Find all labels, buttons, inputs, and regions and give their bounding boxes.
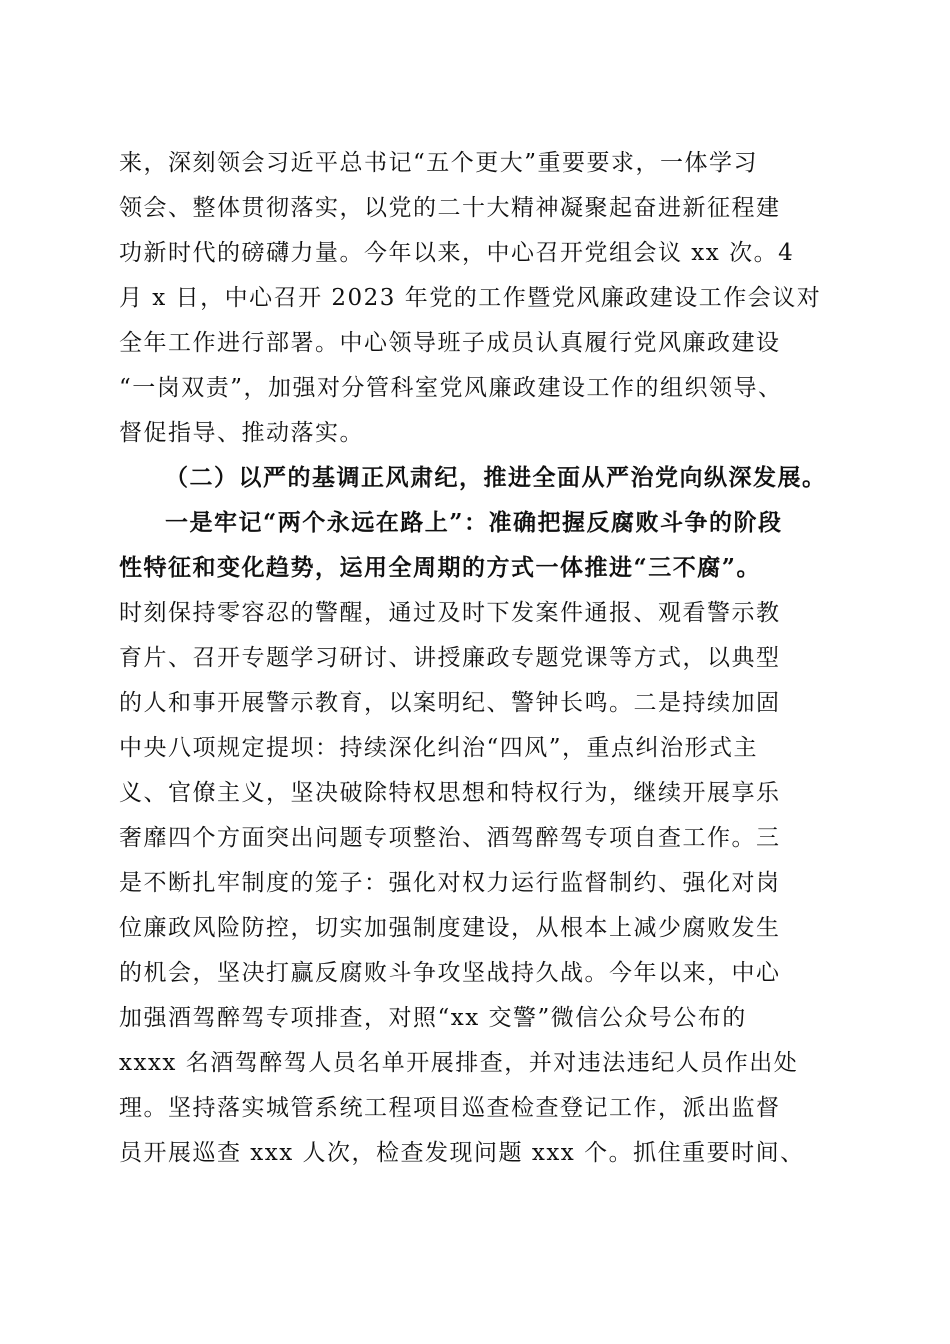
text-line: 时刻保持零容忍的警醒，通过及时下发案件通报、观看警示教 (119, 600, 781, 626)
text-line: 的机会，坚决打赢反腐败斗争攻坚战持久战。今年以来，中心 (119, 960, 781, 986)
text-line: 位廉政风险防控，切实加强制度建设，从根本上减少腐败发生 (119, 915, 781, 941)
text-line: 奢靡四个方面突出问题专项整治、酒驾醉驾专项自查工作。三 (119, 825, 781, 851)
text-line: 育片、召开专题学习研讨、讲授廉政专题党课等方式，以典型 (119, 645, 781, 671)
text-line: “一岗双责”，加强对分管科室党风廉政建设工作的组织领导、 (119, 375, 783, 401)
text-line: 督促指导、推动落实。 (119, 420, 364, 446)
text-line: 理。坚持落实城管系统工程项目巡查检查登记工作，派出监督 (119, 1095, 781, 1121)
text-line: 的人和事开展警示教育，以案明纪、警钟长鸣。二是持续加固 (119, 690, 781, 716)
text-line: 功新时代的磅礴力量。今年以来，中心召开党组会议 xx 次。4 (119, 240, 795, 266)
text-line: 是不断扎牢制度的笼子：强化对权力运行监督制约、强化对岗 (119, 870, 781, 896)
text-line: 来，深刻领会习近平总书记“五个更大”重要要求，一体学习 (119, 150, 759, 176)
text-line: 员开展巡查 xxx 人次，检查发现问题 xxx 个。抓住重要时间、 (119, 1140, 805, 1166)
text-line: xxxx 名酒驾醉驾人员名单开展排查，并对违法违纪人员作出处 (119, 1050, 799, 1076)
text-line: 中央八项规定提坝：持续深化纠治“四风”，重点纠治形式主 (119, 735, 759, 761)
section-heading: （二）以严的基调正风肃纪，推进全面从严治党向纵深发展。 (165, 464, 827, 491)
text-line: 全年工作进行部署。中心领导班子成员认真履行党风廉政建设 (119, 330, 781, 356)
text-line: 义、官僚主义，坚决破除特权思想和特权行为，继续开展享乐 (119, 780, 781, 806)
text-line: 性特征和变化趋势，运用全周期的方式一体推进“三不腐”。 (119, 554, 761, 581)
text-line: 加强酒驾醉驾专项排查，对照“xx 交警”微信公众号公布的 (119, 1005, 747, 1031)
text-line: 一是牢记“两个永远在路上”：准确把握反腐败斗争的阶段 (165, 509, 783, 536)
text-line: 领会、整体贯彻落实，以党的二十大精神凝聚起奋进新征程建 (119, 195, 781, 221)
text-line: 月 x 日，中心召开 2023 年党的工作暨党风廉政建设工作会议对 (119, 285, 822, 311)
